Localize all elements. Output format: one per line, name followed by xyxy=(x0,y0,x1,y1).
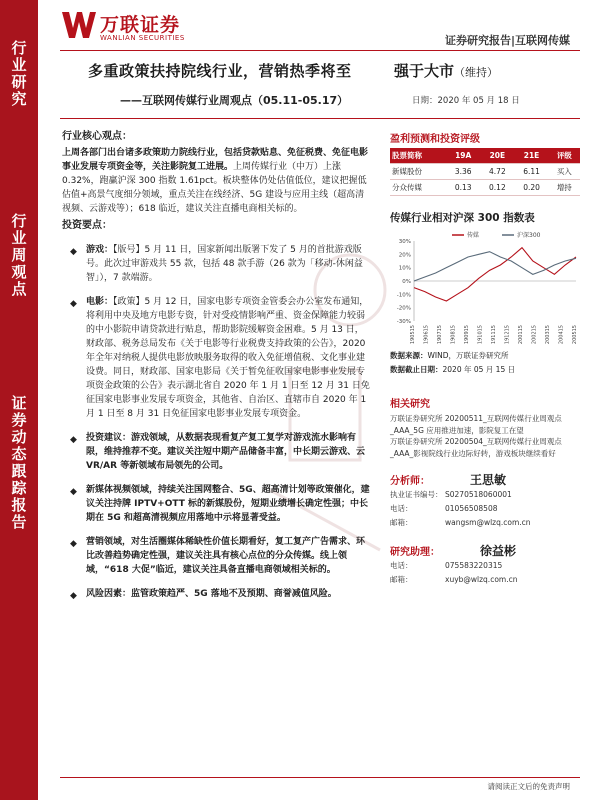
analyst-row xyxy=(390,471,580,488)
field-key: 邮箱： xyxy=(390,518,413,527)
table-header-cell: 19A xyxy=(446,148,480,164)
chart-cutoff-label: 数据截止日期： xyxy=(390,365,443,374)
table-header-cell: 20E xyxy=(480,148,514,164)
x-tick-label: 200315 xyxy=(545,325,551,345)
x-tick-label: 190715 xyxy=(437,325,443,345)
bullet-dot-icon: ◆ xyxy=(70,247,77,257)
rating-text: 强于大市 xyxy=(394,62,455,80)
bullet-item xyxy=(62,295,372,421)
table-cell: 6.11 xyxy=(514,164,548,180)
analyst-label: 分析师： xyxy=(390,476,430,487)
chart-source xyxy=(390,350,580,361)
assistant-label: 研究助理： xyxy=(390,547,440,558)
table-row xyxy=(390,180,580,196)
side-section-3: 证券动态跟踪报告 xyxy=(11,394,27,531)
bullet-dot-icon: ◆ xyxy=(70,591,77,601)
assistant-name: 徐益彬 xyxy=(480,544,517,558)
field-value: 075583220315 xyxy=(445,561,503,570)
header-divider xyxy=(60,50,580,51)
x-tick-label: 190515 xyxy=(410,325,416,345)
table-cell: 新媒股份 xyxy=(390,164,446,180)
table-cell: 0.13 xyxy=(446,180,480,196)
table-header-cell: 评级 xyxy=(549,148,580,164)
x-tick-label: 200515 xyxy=(572,325,578,345)
table-cell: 4.72 xyxy=(480,164,514,180)
x-tick-label: 200215 xyxy=(531,325,538,345)
bullet-text: 游戏领域，从数据表现看复产复工复学对游戏流水影响有限，维持推荐不变。建议关注短中期产品储备丰富，中长期云游戏、云 VR/AR 等新领域布局领先的公司。 xyxy=(86,433,366,471)
footer-divider xyxy=(60,777,580,778)
main-content xyxy=(62,130,372,601)
chart-source-label: 数据来源： xyxy=(390,351,428,360)
rating-title xyxy=(394,60,498,81)
analyst-name: 王思敏 xyxy=(470,473,507,487)
table-cell: 0.12 xyxy=(480,180,514,196)
table-cell: 分众传媒 xyxy=(390,180,446,196)
core-views-intro-bold: 上周各部门出台诸多政策助力院线行业，包括贷款贴息、免征税费、免征电影事业发展专项资金等，关注影院复工进展。 xyxy=(62,148,369,172)
related-title: 相关研究 xyxy=(390,399,430,410)
report-title: 多重政策扶持院线行业，营销热季将至 xyxy=(88,62,352,80)
field-value[interactable]: wangsm@wlzq.com.cn xyxy=(445,518,531,527)
relative-index-chart xyxy=(390,229,580,347)
related-item[interactable]: 万联证券研究所 20200511_互联网传媒行业周观点_AAA_5G 应用推进加速，影院复工在望 xyxy=(390,414,562,435)
y-tick-label: 30% xyxy=(398,239,411,245)
field-key: 电话： xyxy=(390,504,413,513)
bullet-text: 营销领域，对生活圈媒体稀缺性价值长期看好，复工复产广告需求、环比改善趋势确定性强，建议关注具有核心点位的分众传媒。线上领域，“618 大促”临近，建议关注具备直播电商领域相关标的。 xyxy=(86,537,366,575)
x-tick-label: 191115 xyxy=(491,325,497,345)
bullet-lead: 电影： xyxy=(86,297,114,307)
field-value[interactable]: xuyb@wlzq.com.cn xyxy=(445,575,518,584)
title-divider xyxy=(60,118,580,119)
table-cell: 0.20 xyxy=(514,180,548,196)
y-tick-label: -30% xyxy=(396,319,411,325)
bullet-lead: 风险因素： xyxy=(86,589,132,599)
field-key: 电话： xyxy=(390,561,413,570)
y-tick-label: -20% xyxy=(396,305,411,312)
field-value: S0270518060001 xyxy=(445,490,512,499)
report-date: 日期：2020 年 05 月 18 日 xyxy=(412,96,520,106)
bullet-dot-icon: ◆ xyxy=(70,539,77,549)
x-tick-label: 190815 xyxy=(450,325,457,345)
report-subtitle: ——互联网传媒行业周观点（05.11-05.17） xyxy=(120,94,349,107)
y-tick-label: 10% xyxy=(398,265,411,272)
side-band xyxy=(0,0,38,800)
bullet-item xyxy=(62,535,372,577)
footer-disclaimer[interactable]: 请阅读正文后的免责声明 xyxy=(487,782,570,791)
x-tick-label: 200415 xyxy=(558,325,565,345)
chart-source-value: WIND，万联证券研究所 xyxy=(427,351,509,360)
chart-cutoff xyxy=(390,364,580,375)
field-key: 执业证书编号： xyxy=(390,490,443,499)
bullet-dot-icon: ◆ xyxy=(70,487,77,497)
side-section-2: 行业周观点 xyxy=(11,212,27,298)
chart-title: 传媒行业相对沪深 300 指数表 xyxy=(390,212,535,224)
bullet-text: 【政策】5 月 12 日，国家电影专项资金管委会办公室发布通知，将利用中央及地方电影专资，针对受疫情影响严重、资金保障能力较弱的中小影院申请贷款进行贴息，帮助影院缓解资金困难。5 月 13 日，财政部、税务总局发布《关于电影等行业税费支持政策的公告》，2020 年全年对纳税人提供电影放映服务取得的收入免征增值税、文化事业建设费。同日，财政部、国家电影局《关于暂免征收国家电影事业发展专项资金政策的公告》表示湖北省自 2020 年 1 月 1 日至 12 月 31 日免征国家电影事业发展专项资金，其他省、自治区、直辖市自 2020 年 1 月 1 日至 8 月 31 日免征国家电影事业发展专项资金。 xyxy=(86,297,370,419)
table-cell: 3.36 xyxy=(446,164,480,180)
x-tick-label: 191215 xyxy=(504,325,511,345)
sidebar-right xyxy=(390,130,580,587)
assistant-field xyxy=(390,573,580,587)
invest-heading: 投资要点： xyxy=(62,220,112,231)
bullet-item xyxy=(62,243,372,285)
related-research xyxy=(390,395,580,459)
legend-label: 传媒 xyxy=(467,232,480,239)
report-type: 证券研究报告|互联网传媒 xyxy=(444,34,570,47)
bullet-dot-icon: ◆ xyxy=(70,299,77,309)
eps-table xyxy=(390,148,580,196)
assistant-field xyxy=(390,559,580,573)
table-row xyxy=(390,164,580,180)
bullet-text: 监管政策趋严、5G 落地不及预期、商誉减值风险。 xyxy=(131,589,337,599)
analyst-field xyxy=(390,502,580,516)
rating-paren: （维持） xyxy=(454,66,499,79)
logo-text-en: WANLIAN SECURITIES xyxy=(100,34,185,42)
bullet-item xyxy=(62,431,372,473)
legend-label: 沪深300 xyxy=(517,232,541,239)
table-header-cell: 股票简称 xyxy=(390,148,446,164)
x-tick-label: 191015 xyxy=(477,325,484,345)
chart-cutoff-value: 2020 年 05 月 15 日 xyxy=(442,365,516,374)
x-tick-label: 200115 xyxy=(518,325,524,345)
core-views-heading: 行业核心观点： xyxy=(62,131,132,142)
field-key: 邮箱： xyxy=(390,575,413,584)
bullet-text: 新媒体视频领域，持续关注国网整合、5G、超高清计划等政策催化，建议关注持牌 IPTV+OTT 标的新媒股份，短期业绩增长确定性强；中长期在 5G 和超高清视频应用落地中示将显著受益。 xyxy=(86,485,370,523)
bullet-item xyxy=(62,483,372,525)
x-tick-label: 190915 xyxy=(464,325,470,345)
bullet-item xyxy=(62,587,372,601)
wanlian-logo-icon xyxy=(62,12,96,38)
table-cell: 增持 xyxy=(549,180,580,196)
eps-title: 盈利预测和投资评级 xyxy=(390,134,480,145)
y-tick-label: -10% xyxy=(396,292,411,299)
series-line-media xyxy=(414,248,576,301)
y-tick-label: 20% xyxy=(398,252,411,259)
header xyxy=(0,0,600,50)
bullet-lead: 游戏： xyxy=(86,245,114,255)
field-value: 01056508508 xyxy=(445,504,498,513)
analyst-field xyxy=(390,488,580,502)
table-header-cell: 21E xyxy=(514,148,548,164)
table-header-row xyxy=(390,148,580,164)
y-tick-label: 0% xyxy=(402,279,411,285)
assistant-row xyxy=(390,542,580,559)
core-views-intro: 上周传媒行业（中万）上涨 0.32%，跑赢沪深 300 指数 1.61pct。板块整体仍处估值低位，建议把握低估值+高景气度细分领域，重点关注在线经济、5G 建设与应用主线（超高清视频、云游戏等）；618 临近，建议关注直播电商相关标的。 xyxy=(62,162,367,214)
table-cell: 买入 xyxy=(549,164,580,180)
x-tick-label: 190615 xyxy=(423,325,430,345)
analyst-field xyxy=(390,516,580,530)
side-section-1: 行业研究 xyxy=(11,39,27,108)
series-line-hs300 xyxy=(414,252,576,281)
bullet-lead: 投资建议： xyxy=(86,433,132,443)
logo-text-cn: 万联证券 xyxy=(100,14,181,36)
related-item[interactable]: 万联证券研究所 20200504_互联网传媒行业周观点_AAA_影视院线行业边际好转，游戏板块继续看好 xyxy=(390,437,562,458)
chart-svg xyxy=(390,229,580,347)
bullet-dot-icon: ◆ xyxy=(70,435,77,445)
bullet-text: 【版号】5 月 11 日，国家新闻出版署下发了 5 月的首批游戏版号。此次过审游戏共 55 款，包括 48 款手游（26 款为「移动-休闲益智」），7 款端游。 xyxy=(86,245,363,283)
